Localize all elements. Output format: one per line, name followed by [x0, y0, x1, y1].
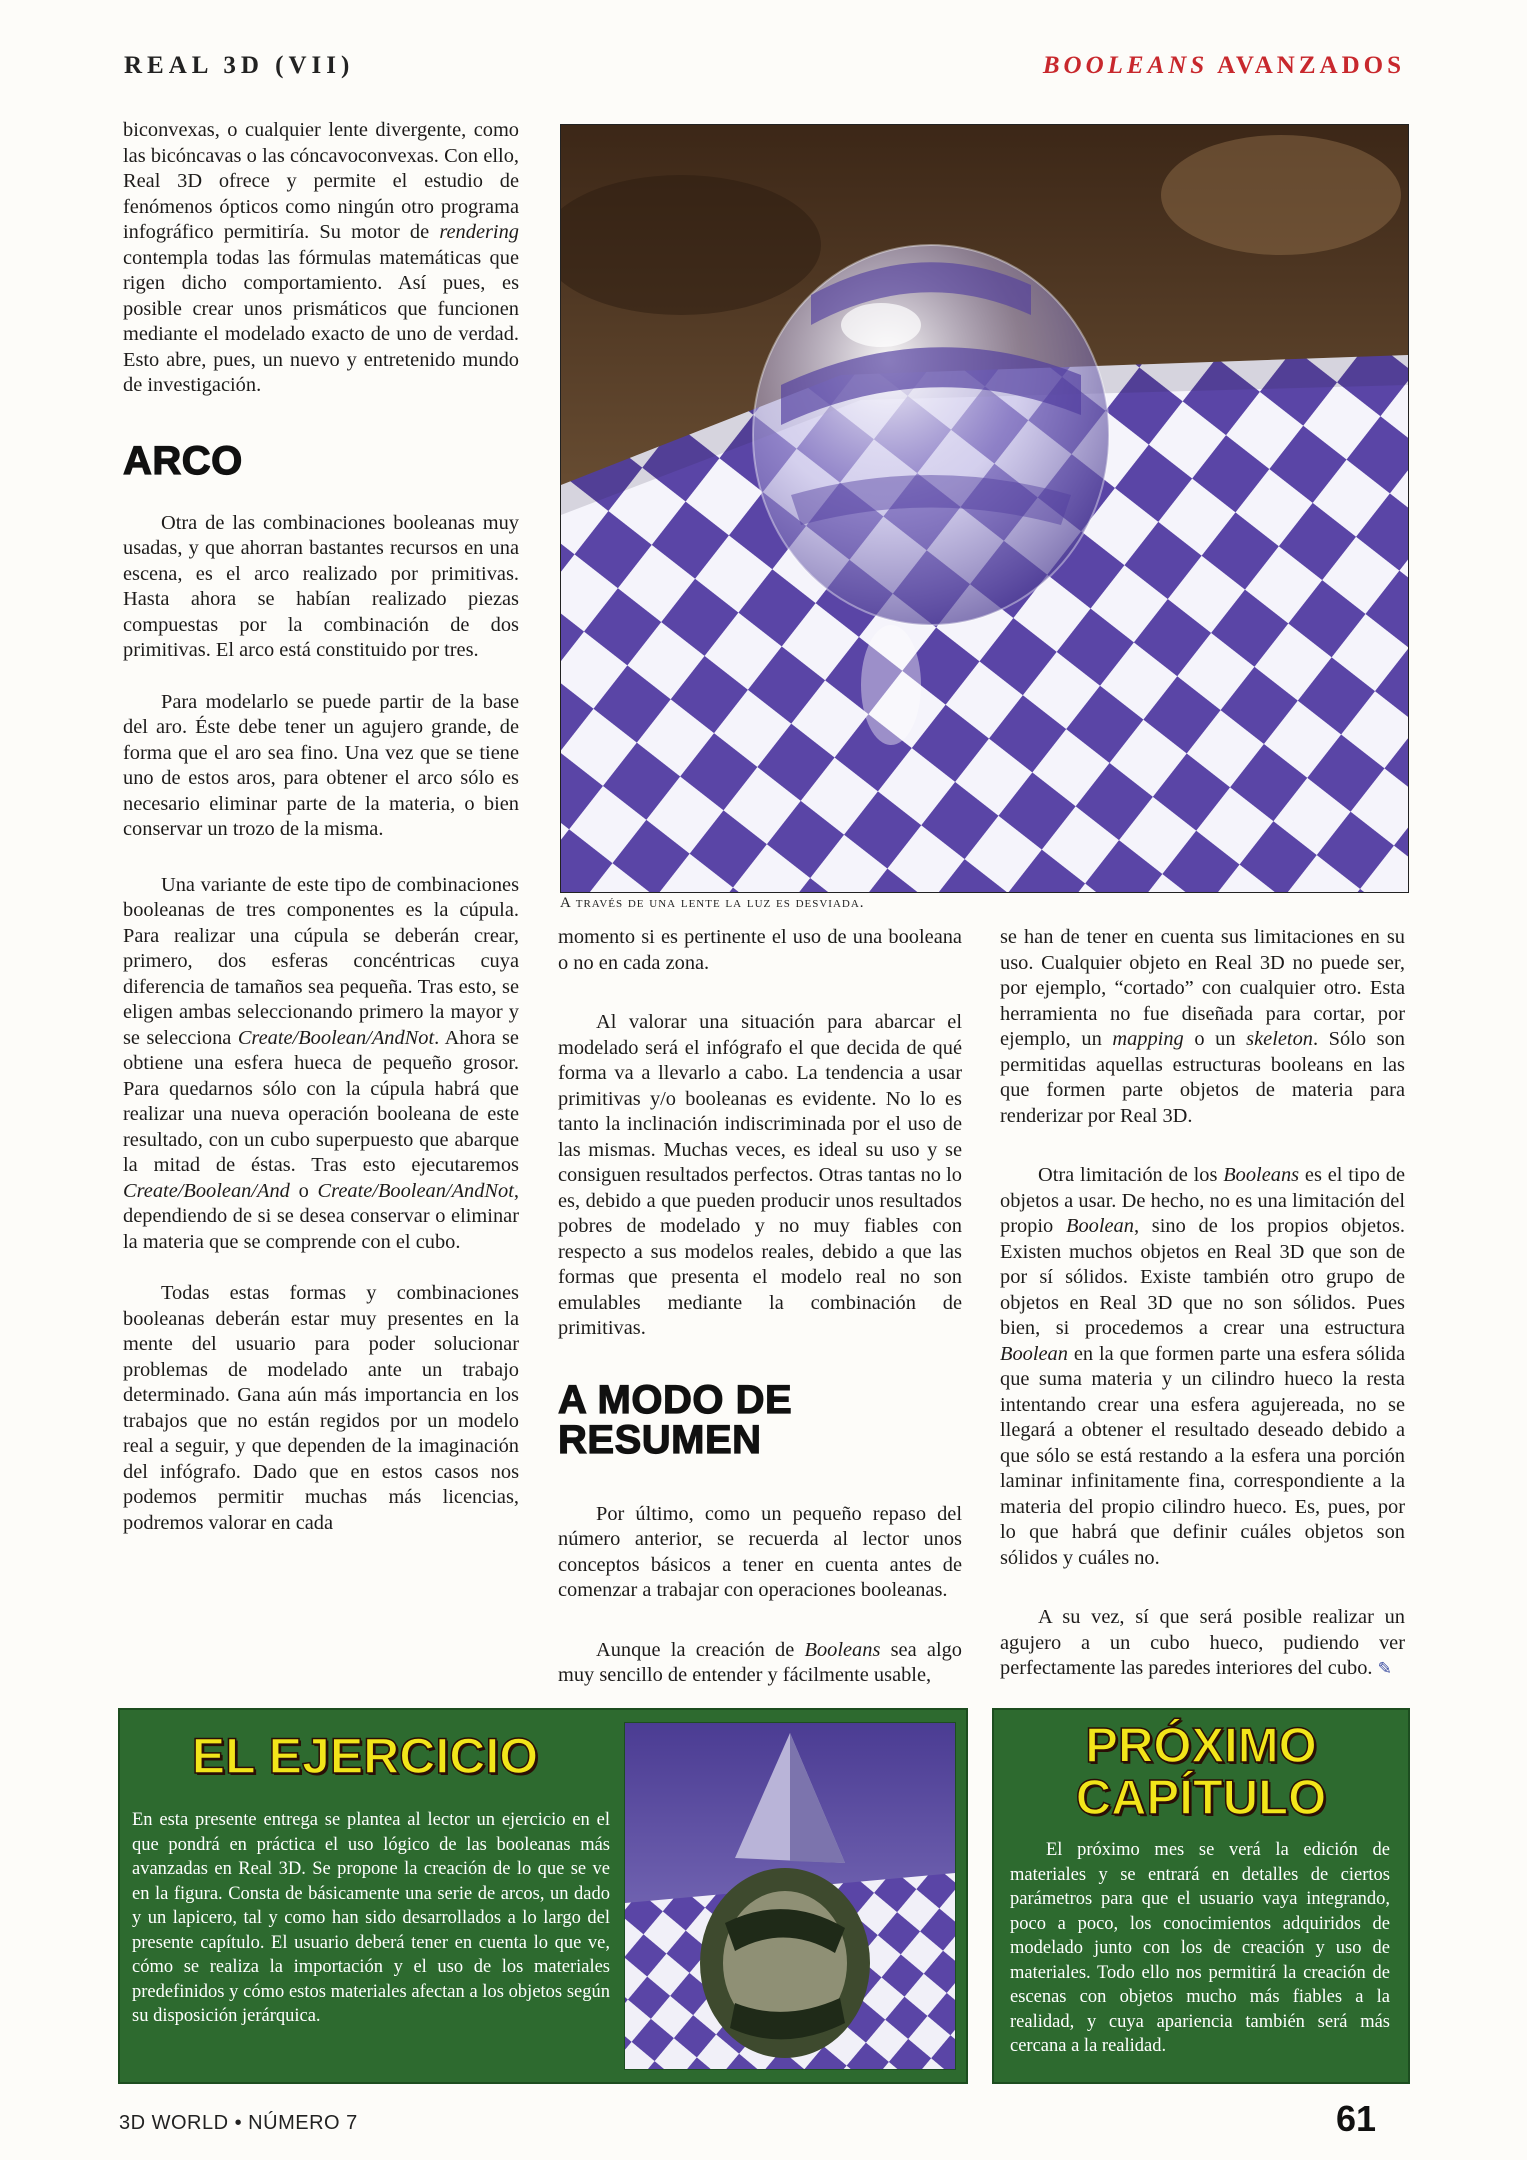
box-proximo-title-line-1: PRÓXIMO	[1085, 1719, 1317, 1773]
col3-paragraph-2: Otra limitación de los Booleans es el tipo de objetos a usar. De hecho, no es una limitación del propio Boolean, sino de los propios objetos. Existen muchos objetos en Real 3D que son de por sí sólidos. Existe también otro grupo de objetos en Real 3D que no son sólidos. Pues bien, si procedemos a crear una estructura Boolean en la que formen parte una esfera sólida que suma materia y un cilindro hueco la resta intentando crear una esfera agujereada, no se llegará a obtener el resultado deseado debido a que sólo se está restando a la esfera una porción laminar infinitamente fina, correspondiente a la materia del propio cilindro hueco. Es, pues, por lo que habrá que definir cuáles objetos son sólidos y cuáles no.	[1000, 1164, 1406, 1569]
col2-paragraph-3: Por último, como un pequeño repaso del número anterior, se recuerda al lector unos conceptos básicos a tener en cuenta antes de comenzar a trabajar con operaciones booleanas.	[558, 1502, 962, 1601]
heading-resumen	[558, 1377, 962, 1462]
box-proximo-title-line-2: CAPÍTULO	[1075, 1771, 1327, 1825]
footer-magazine-issue: 3D WORLD • NÚMERO 7	[119, 2112, 358, 2134]
col2-paragraph-1: momento si es pertinente el uso de una booleana o no en cada zona.	[558, 926, 962, 974]
box-ejercicio-title: EL EJERCICIO	[191, 1728, 539, 1784]
col3-paragraph-3: A su vez, sí que será posible realizar un agujero a un cubo hueco, pudiendo ver perfectamente las paredes interiores del cubo. ✎	[1000, 1606, 1405, 1679]
column-3	[1000, 925, 1405, 1682]
box-proximo-title	[994, 1720, 1408, 1824]
arco-paragraph-2: Para modelarlo se puede partir de la base del aro. Éste debe tener un agujero grande, de forma que el aro sea fino. Una vez que se tiene uno de estos aros, para obtener el arco sólo es necesario eliminar parte de la materia, o bien conservar un trozo de la misma.	[123, 690, 519, 840]
header-booleans: BOOLEANS	[1042, 52, 1209, 79]
heading-resumen-line-2: RESUMEN	[558, 1417, 762, 1462]
box-proximo-capitulo	[992, 1708, 1410, 2084]
figure-caption: A través de una lente la luz es desviada.	[560, 895, 865, 911]
box-el-ejercicio	[118, 1708, 968, 2084]
arco-paragraph-4: Todas estas formas y combinaciones booleanas deberán estar muy presentes en la mente del usuario para poder solucionar problemas de modelado ante un trabajo determinado. Gana aún más importancia en los trabajos que no están regidos por un modelo real a seguir, y que dependen de la imaginación del infógrafo. Dado que en estos casos nos podemos permitir muchas más licencias, podremos valorar en cada	[123, 1282, 519, 1534]
arco-paragraph-3: Una variante de este tipo de combinaciones booleanas de tres componentes es la cúpula. Para realizar una cúpula se deberán crear, primero, dos esferas concéntricas cuya diferencia de tamaños sea pequeña. Tras esto, se eligen ambas seleccionando primero la mayor y se selecciona Create/Boolean/AndNot. Ahora se obtiene una esfera hueca de pequeño grosor. Para quedarnos sólo con la cúpula habrá que realizar una nueva operación booleana de este resultado, con un cubo superpuesto que abarque la mitad de éstas. Tras esto ejecutaremos Create/Boolean/And o Create/Boolean/AndNot, dependiendo de si se desea conservar o eliminar la materia que se comprende con el cubo.	[123, 873, 519, 1253]
lens-render-figure	[560, 124, 1409, 893]
column-1	[123, 118, 519, 1536]
checkerboard-sphere-render	[561, 125, 1408, 892]
heading-arco: ARCO	[123, 438, 243, 483]
col2-paragraph-2: Al valorar una situación para abarcar el modelado será el infógrafo el que decida de qué forma va a llevarlo a cabo. La tendencia a usar primitivas y/o booleanas es evidente. No lo es tanto la inclinación indiscriminada por el uso de las mismas. Muchas veces, es ideal su uso y se consiguen resultados perfectos. Otras tantas no lo es, debido a que pueden producir unos resultados pobres de modelado y no muy fiables con respecto a sus modelos reales, debido a que las formas que presenta el modelo real no son emulables mediante la combinación de primitivas.	[558, 1011, 962, 1339]
col3-paragraph-1: se han de tener en cuenta sus limitaciones en su uso. Cualquier objeto en Real 3D no puede ser, por ejemplo, “cortado” con cualquier otro. Esta herramienta no fue diseñada para cortar, por ejemplo, un mapping o un skeleton. Sólo son permitidas aquellas estructuras booleans en las que formen parte objetos de materia para renderizar por Real 3D.	[1000, 926, 1405, 1127]
page-number: 61	[1336, 2098, 1377, 2139]
header-avanzados: AVANZADOS	[1208, 52, 1405, 79]
exercise-render-image	[624, 1722, 956, 2070]
intro-paragraph: biconvexas, o cualquier lente divergente, como las bicóncavas o las cóncavoconvexas. Con ello, Real 3D ofrece y permite el estudio de fenómenos ópticos como ningún otro programa infográfico permitiría. Su motor de rendering contempla todas las fórmulas matemáticas que rigen dicho comportamiento. Así pues, es posible crear unos prismáticos que funcionen mediante el modelado exacto de uno de verdad. Esto abre, pues, un nuevo y entretenido mundo de investigación.	[123, 119, 519, 396]
arco-paragraph-1: Otra de las combinaciones booleanas muy usadas, y que ahorran bastantes recursos en una escena, es el arco realizado por primitivas. Hasta ahora se habían realizado piezas compuestas por la combinación de dos primitivas. El arco está constituido por tres.	[123, 511, 519, 661]
column-2	[558, 925, 962, 1689]
col2-paragraph-4: Aunque la creación de Booleans sea algo muy sencillo de entender y fácilmente usable,	[558, 1638, 962, 1686]
box-ejercicio-text: En esta presente entrega se plantea al lector un ejercicio en el que pondrá en práctica el uso lógico de las booleanas más avanzadas en Real 3D. Se propone la creación de lo que se ve en la figura. Consta de básicamente una serie de arcos, un dado y un lapicero, tal y como han sido desarrollados a lo largo del presente capítulo. El usuario deberá tener en cuenta lo que ve, cómo se realiza la importación y el uso de los materiales predefinidos y cómo estos materiales afectan a los objetos según su disposición jerárquica.	[132, 1810, 610, 2026]
running-header-right	[1043, 52, 1405, 80]
heading-resumen-line-1: A MODO DE	[558, 1377, 793, 1422]
running-header-left: REAL 3D (VII)	[124, 52, 355, 79]
pencil-end-icon: ✎	[1377, 1659, 1392, 1678]
box-proximo-text: El próximo mes se verá la edición de materiales y se entrará en detalles de ciertos parámetros para que el usuario vaya integrando, poco a poco, los conocimientos adquiridos de modelado junto con los de creación y uso de materiales. Todo ello nos permitirá la creación de escenas con objetos mucho más fiables a la realidad, y cuya apariencia también será más cercana a la realidad.	[1010, 1840, 1390, 2056]
